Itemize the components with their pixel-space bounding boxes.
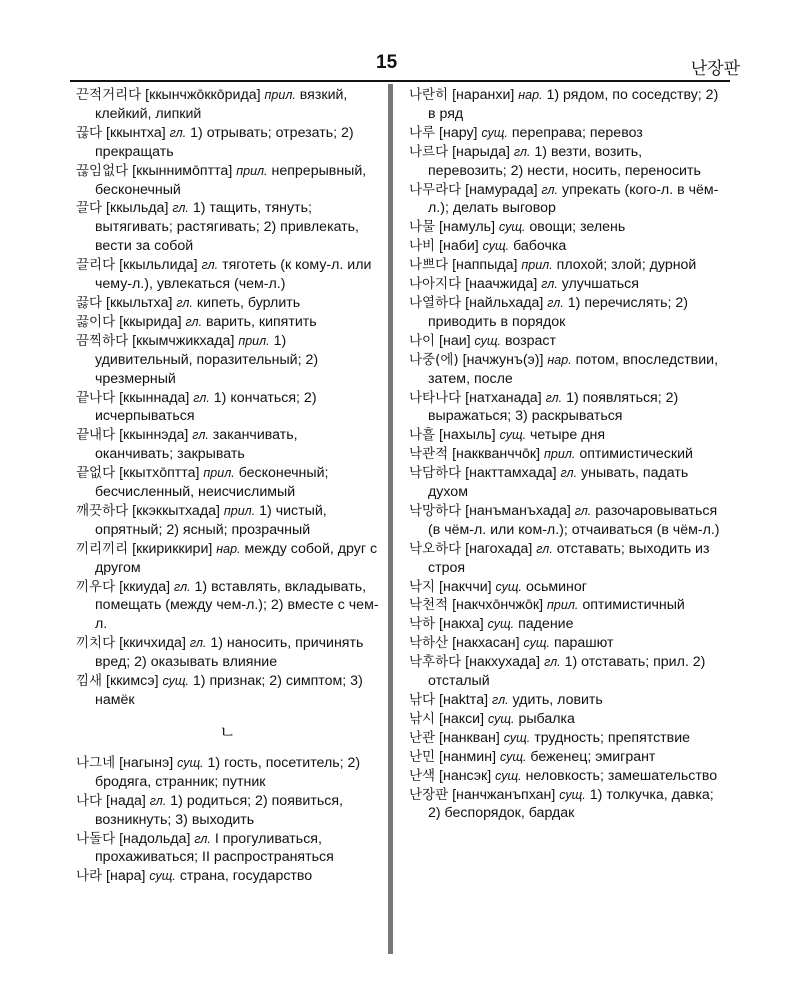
transcription: [наппыда]	[452, 257, 518, 274]
dictionary-entry	[76, 332, 379, 389]
transcription: [нанчжанъпхан]	[452, 786, 556, 803]
page-header	[0, 0, 800, 90]
transcription: [ккичхида]	[119, 635, 186, 652]
definition: кипеть, бурлить	[196, 294, 301, 311]
transcription: [натханада]	[465, 389, 542, 406]
dictionary-entry	[409, 426, 724, 445]
headword: 난민	[409, 748, 436, 765]
transcription: [ккытхōптта]	[119, 465, 200, 482]
headword: 끝내다	[76, 427, 116, 444]
dictionary-entry	[76, 672, 379, 710]
definition: 1) перечислять; 2) приводить в порядок	[428, 294, 688, 330]
headword: 나다	[76, 792, 103, 809]
transcription: [накха]	[439, 616, 484, 633]
definition: парашют	[553, 635, 614, 652]
headword: 끼리끼리	[76, 540, 129, 557]
left-column	[76, 86, 379, 886]
transcription: [нагынэ]	[119, 754, 174, 771]
grammar-label: нар.	[547, 352, 572, 367]
grammar-label: гл.	[513, 144, 531, 159]
headword: 낙오하다	[409, 540, 462, 557]
definition: тяготеть (к кому-л. или чему-л.), увлекаться (чем-л.)	[95, 257, 372, 293]
dictionary-entry	[409, 710, 724, 729]
definition: 1) везти, возить, перевозить; 2) нести, носить, переносить	[428, 143, 701, 179]
dictionary-entry	[76, 256, 379, 294]
grammar-label: гл.	[149, 793, 167, 808]
headword: 끊다	[76, 124, 103, 141]
headword: 나란히	[409, 87, 449, 103]
grammar-label: гл.	[547, 295, 564, 310]
headword: 나타나다	[409, 389, 462, 406]
transcription: [накхасан]	[452, 635, 520, 652]
dictionary-entry	[76, 634, 379, 672]
transcription: [наби]	[439, 238, 479, 255]
dictionary-entry	[409, 634, 724, 653]
grammar-label: гл.	[492, 693, 509, 707]
grammar-label: гл.	[172, 201, 189, 216]
headword: 나르다	[409, 143, 449, 160]
definition: 1) удивительный, поразительный; 2) чрезмерный	[95, 332, 319, 387]
grammar-label: прил.	[238, 333, 270, 348]
grammar-label: сущ.	[499, 428, 527, 443]
headword: 낚시	[409, 710, 436, 727]
definition: унывать, падать духом	[428, 465, 689, 501]
headword: 나이	[409, 332, 436, 349]
definition: 1) кончаться; 2) исчерпываться	[95, 389, 317, 425]
grammar-label: гл.	[541, 182, 559, 197]
grammar-label: нар.	[216, 541, 241, 556]
grammar-label: нар.	[518, 88, 543, 102]
definition: оптимистичный	[582, 597, 685, 614]
dictionary-entry	[409, 464, 724, 502]
grammar-label: сущ.	[162, 674, 189, 689]
headword: 낙망하다	[409, 502, 462, 519]
headword: 끼치다	[76, 635, 116, 652]
section-letter: ㄴ	[219, 722, 236, 743]
headword: 나물	[409, 219, 436, 236]
definition: трудность; препятствие	[534, 729, 691, 746]
grammar-label: гл.	[189, 636, 207, 651]
definition: четыре дня	[530, 427, 606, 444]
headword: 나열하다	[409, 294, 462, 311]
right-column	[409, 86, 724, 823]
definition: 1) гость, посетитель; 2) бродяга, странник; путник	[95, 754, 361, 790]
dictionary-entry	[409, 786, 724, 824]
grammar-label: прил.	[203, 466, 235, 481]
grammar-label: гл.	[176, 295, 193, 310]
grammar-label: гл.	[193, 390, 210, 405]
dictionary-entry	[76, 162, 379, 200]
dictionary-entry	[76, 426, 379, 464]
dictionary-entry	[409, 596, 724, 615]
dictionary-entry	[76, 578, 379, 635]
dictionary-entry	[409, 294, 724, 332]
dictionary-entry	[76, 86, 379, 124]
transcription: [ккиуда]	[119, 578, 171, 595]
grammar-label: сущ.	[481, 125, 508, 140]
dictionary-entry	[409, 653, 724, 691]
grammar-label: сущ.	[495, 768, 522, 783]
grammar-label: прил.	[547, 598, 579, 613]
grammar-label: сущ.	[559, 787, 586, 802]
transcription: [нахыль]	[439, 427, 496, 444]
grammar-label: гл.	[192, 428, 209, 443]
definition: неловкость; замешательство	[525, 767, 718, 784]
headword: 나아지다	[409, 276, 462, 293]
definition: вязкий, клейкий, липкий	[95, 87, 348, 122]
entry-list-right	[409, 86, 724, 823]
dictionary-entry	[76, 464, 379, 502]
grammar-label: гл.	[560, 466, 578, 481]
dictionary-entry	[409, 729, 724, 748]
headword: 낙지	[409, 578, 436, 595]
page-number: 15	[376, 52, 398, 73]
dictionary-entry	[409, 389, 724, 427]
definition: удить, ловить	[512, 692, 603, 708]
definition: 1) чистый, опрятный; 2) ясный; прозрачный	[95, 502, 327, 538]
headword: 난관	[409, 729, 436, 746]
dictionary-entry	[409, 351, 724, 389]
dictionary-entry	[76, 502, 379, 540]
definition: улучшаться	[561, 276, 639, 293]
transcription: [ккыльтха]	[106, 294, 173, 311]
transcription: [ккыльлида]	[119, 257, 198, 274]
transcription: [ккимсэ]	[106, 673, 159, 690]
headword: 나그네	[76, 754, 116, 771]
headword: 끌리다	[76, 257, 116, 274]
headword: 나라	[76, 868, 103, 885]
transcription: [нагохада]	[465, 540, 533, 557]
grammar-label: гл.	[185, 314, 203, 329]
headword: 낙담하다	[409, 465, 462, 482]
dictionary-entry	[409, 332, 724, 351]
dictionary-entry	[76, 867, 379, 886]
headword: 나쁘다	[409, 257, 449, 274]
headword: 끊임없다	[76, 162, 129, 179]
headword: 나무라다	[409, 181, 462, 198]
transcription: [нару]	[439, 124, 478, 141]
grammar-label: сущ.	[177, 755, 204, 770]
definition: 1) признак; 2) симптом; 3) намёк	[95, 673, 363, 708]
headword: 난장판	[409, 786, 449, 803]
grammar-label: сущ.	[487, 617, 515, 632]
definition: бабочка	[513, 238, 567, 255]
grammar-label: гл.	[541, 277, 558, 292]
definition: 1) отрывать; отрезать; 2) прекращать	[95, 124, 354, 160]
definition: разочаровываться (в чём-л. или ком-л.); отчаиваться (в чём-л.)	[428, 502, 720, 538]
definition: 1) наносить, причинять вред; 2) оказывать влияние	[95, 635, 364, 671]
definition: беженец; эмигрант	[530, 748, 656, 765]
dictionary-entry	[409, 181, 724, 219]
grammar-label: сущ.	[474, 333, 502, 348]
transcription: [ккыннимōптта]	[132, 162, 233, 179]
transcription: [нансэк]	[439, 767, 492, 784]
transcription: [наккванччōк]	[452, 446, 541, 463]
headword: 낙하산	[409, 635, 449, 652]
transcription: [наktтa]	[439, 692, 489, 708]
definition: падение	[518, 616, 574, 633]
definition: рыбалка	[518, 710, 575, 727]
grammar-label: прил.	[521, 258, 553, 273]
entry-list-b	[76, 754, 379, 886]
transcription: [ккырида]	[119, 313, 182, 330]
entry-list-a	[76, 86, 379, 710]
headword: 나흘	[409, 427, 436, 444]
definition: заканчивать, оканчивать; закрывать	[95, 427, 298, 463]
dictionary-entry	[76, 830, 379, 868]
headword: 끔찍하다	[76, 332, 129, 349]
dictionary-entry	[409, 275, 724, 294]
definition: переправа; перевоз	[511, 124, 643, 141]
grammar-label: гл.	[544, 655, 561, 670]
dictionary-entry	[76, 199, 379, 256]
dictionary-entry	[409, 540, 724, 578]
dictionary-entry	[409, 143, 724, 181]
dictionary-entry	[409, 615, 724, 634]
headword: 낙후하다	[409, 654, 462, 671]
dictionary-entry	[76, 754, 379, 792]
definition: упрекать (кого-л. в чём-л.); делать выговор	[428, 181, 719, 217]
grammar-label: прил.	[236, 163, 268, 178]
definition: плохой; злой; дурной	[556, 257, 697, 274]
transcription: [накчхōнчжōк]	[452, 597, 544, 614]
grammar-label: гл.	[194, 831, 211, 846]
dictionary-entry	[76, 389, 379, 427]
dictionary-entry	[409, 748, 724, 767]
grammar-label: сущ.	[495, 579, 523, 594]
transcription: [ккэккытхада]	[132, 502, 220, 519]
grammar-label: сущ.	[498, 220, 526, 235]
dictionary-entry	[76, 124, 379, 162]
headword: 나돌다	[76, 830, 116, 847]
definition: бесконечный; бесчисленный, неисчислимый	[95, 465, 329, 501]
headword: 끼우다	[76, 578, 116, 595]
grammar-label: сущ.	[482, 239, 510, 254]
definition: осьминог	[525, 578, 587, 595]
dictionary-entry	[409, 86, 724, 124]
definition: между собой, друг с другом	[95, 540, 378, 576]
dictionary-entry	[76, 792, 379, 830]
headword: 나비	[409, 238, 436, 255]
definition: страна, государство	[179, 868, 313, 885]
transcription: [ккынтха]	[106, 124, 166, 141]
transcription: [накттамхада]	[465, 465, 557, 482]
transcription: [нанъманъхада]	[465, 502, 571, 519]
grammar-label: сущ.	[488, 711, 515, 726]
transcription: [ккыннэда]	[119, 427, 189, 444]
header-rule	[70, 80, 730, 82]
dictionary-entry	[409, 124, 724, 143]
transcription: [найльхада]	[465, 294, 544, 311]
headword: 깨끗하다	[76, 502, 129, 519]
grammar-label: гл.	[201, 258, 219, 273]
transcription: [намурада]	[465, 181, 538, 198]
grammar-label: гл.	[169, 125, 187, 140]
transcription: [ккириккири]	[132, 540, 213, 557]
headword: 끓다	[76, 294, 103, 311]
column-divider	[388, 84, 393, 954]
transcription: [наачжида]	[465, 276, 538, 293]
transcription: [намуль]	[439, 219, 496, 236]
definition: I прогуливаться, прохаживаться; II распространяться	[95, 830, 334, 866]
grammar-label: сущ.	[499, 749, 527, 764]
definition: потом, впоследствии, затем, после	[428, 351, 719, 387]
definition: 1) рядом, по соседству; 2) в ряд	[428, 87, 719, 122]
dictionary-entry	[409, 578, 724, 597]
definition: возраст	[504, 332, 556, 349]
transcription: [ккынчжōккōрида]	[145, 87, 261, 103]
definition: 1) появляться; 2) выражаться; 3) раскрываться	[428, 389, 679, 425]
headword: 끌다	[76, 200, 103, 217]
dictionary-entry	[409, 502, 724, 540]
definition: непрерывный, бесконечный	[95, 162, 367, 198]
transcription: [начжунъ(э)]	[462, 351, 544, 368]
transcription: [ккыльда]	[106, 200, 169, 217]
transcription: [нара]	[106, 868, 146, 885]
grammar-label: прил.	[264, 88, 296, 102]
dictionary-entry	[409, 218, 724, 237]
headword: 끓이다	[76, 313, 116, 330]
grammar-label: гл.	[174, 579, 191, 594]
transcription: [ккыннада]	[119, 389, 190, 406]
dictionary-entry	[76, 540, 379, 578]
headword: 낙하	[409, 616, 436, 633]
definition: 1) вставлять, вкладывать, помещать (между чем-л.); 2) вместе с чем-л.	[95, 578, 379, 633]
transcription: [накччи]	[439, 578, 492, 595]
definition: варить, кипятить	[206, 313, 317, 330]
dictionary-entry	[409, 445, 724, 464]
headword: 낚다	[409, 692, 436, 708]
transcription: [ккымчжикхада]	[132, 332, 235, 349]
transcription: [нарыда]	[452, 143, 510, 160]
grammar-label: сущ.	[149, 869, 176, 884]
transcription: [накси]	[439, 710, 485, 727]
transcription: [нанкван]	[439, 729, 500, 746]
headword: 낌새	[76, 673, 103, 690]
dictionary-entry	[409, 256, 724, 275]
headword: 낙천적	[409, 597, 449, 614]
transcription: [наи]	[439, 332, 471, 349]
transcription: [накхухада]	[465, 654, 541, 671]
definition: 1) толкучка, давка; 2) беспорядок, бардак	[428, 786, 714, 822]
grammar-label: прил.	[223, 503, 256, 518]
headword: 끈적거리다	[76, 87, 142, 103]
dictionary-entry	[76, 313, 379, 332]
headword: 나루	[409, 124, 436, 141]
definition: 1) тащить, тянуть; вытягивать; растягивать; 2) привлекать, вести за собой	[95, 200, 359, 255]
grammar-label: гл.	[574, 503, 592, 518]
dictionary-entry	[409, 691, 724, 710]
grammar-label: прил.	[544, 447, 576, 462]
transcription: [надольда]	[119, 830, 191, 847]
definition: оптимистический	[579, 446, 693, 463]
headword: 난색	[409, 767, 436, 784]
definition: 1) отставать; прил. 2) отсталый	[428, 654, 706, 690]
headword: 낙관적	[409, 446, 449, 463]
grammar-label: сущ.	[503, 730, 531, 745]
dictionary-entry	[409, 767, 724, 786]
grammar-label: гл.	[545, 390, 563, 405]
transcription: [нанмин]	[439, 748, 497, 765]
headword: 나중(에)	[409, 351, 459, 368]
definition: овощи; зелень	[529, 219, 626, 236]
grammar-label: гл.	[536, 541, 553, 556]
headword: 끝없다	[76, 465, 116, 482]
definition: 1) родиться; 2) появиться, возникнуть; 3) выходить	[95, 792, 343, 828]
transcription: [нада]	[106, 792, 146, 809]
dictionary-entry	[76, 294, 379, 313]
running-head: 난장판	[690, 59, 740, 79]
grammar-label: сущ.	[523, 636, 550, 651]
dictionary-entry	[409, 237, 724, 256]
headword: 끝나다	[76, 389, 116, 406]
definition: отставать; выходить из строя	[428, 540, 710, 576]
transcription: [наранхи]	[452, 87, 515, 103]
